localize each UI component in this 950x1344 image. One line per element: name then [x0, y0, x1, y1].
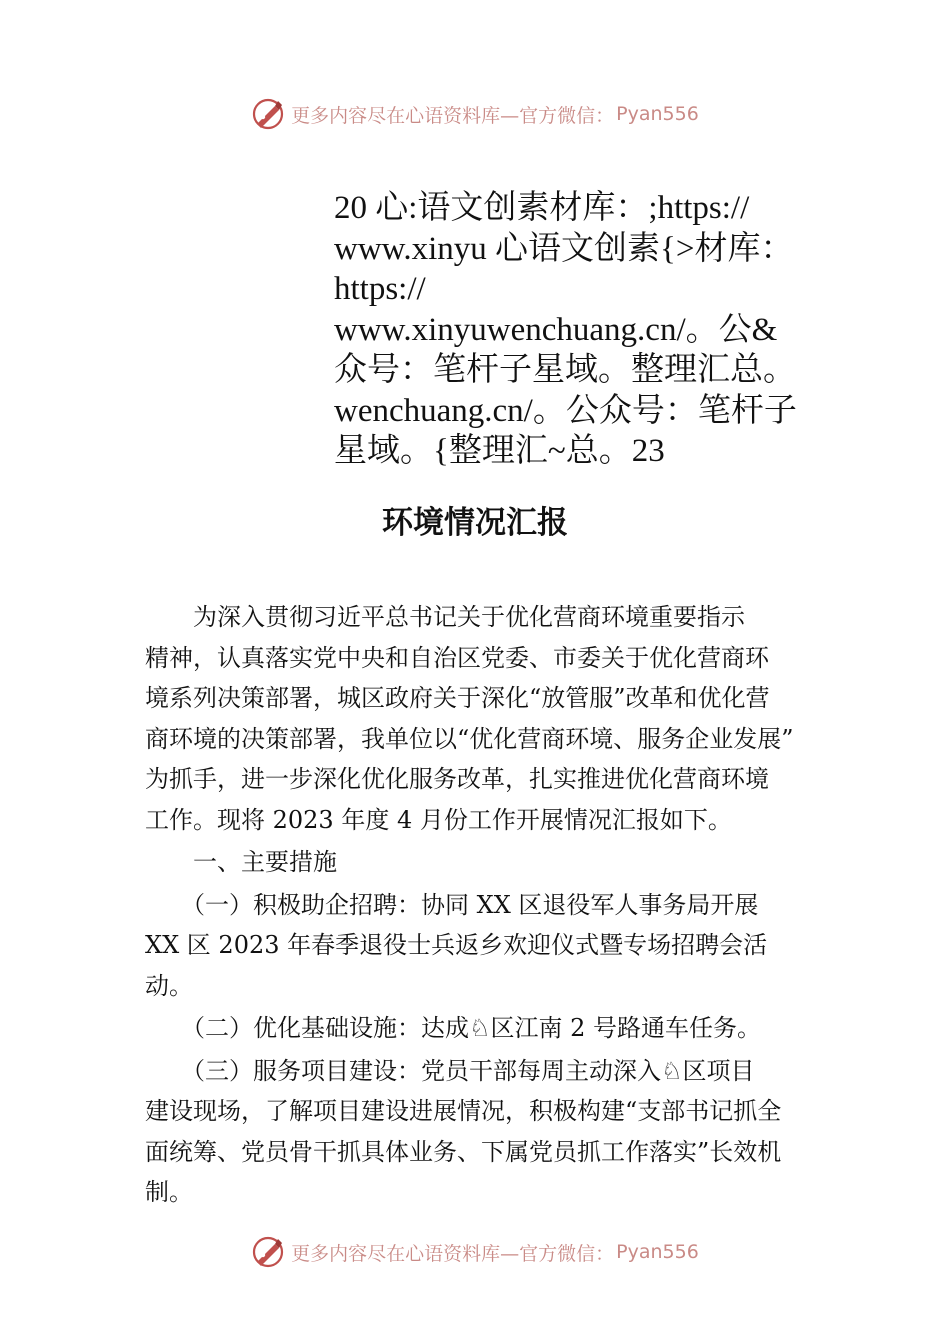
- body-line: 境系列决策部署，城区政府关于深化“放管服”改革和优化营: [145, 684, 770, 712]
- body-line: 建设现场，了解项目建设进展情况，积极构建“支部书记抓全: [145, 1097, 782, 1125]
- watermark-text: 更多内容尽在心语资料库—官方微信：: [291, 104, 615, 127]
- paragraph-measure-3: [145, 1051, 810, 1213]
- header-line: https://: [334, 271, 426, 307]
- header-text-block: [334, 188, 834, 472]
- paragraph-measure-2: [145, 1008, 810, 1049]
- body-line: 面统筹、党员骨干抓具体业务、下属党员抓工作落实”长效机: [145, 1137, 782, 1166]
- body-line: （三）服务项目建设：党员干部每周主动深入♘区项目: [145, 1056, 755, 1085]
- header-line: wenchuang.cn/。公众号：笔杆子: [334, 392, 797, 429]
- header-line: www.xinyuwenchuang.cn/。公&: [334, 311, 778, 348]
- body-line: 制。: [145, 1178, 193, 1206]
- pen-logo-icon: [251, 1235, 285, 1269]
- watermark-wechat-id: Pyan556: [616, 103, 699, 125]
- body-line: （二）优化基础设施：达成♘区江南 2 号路通车任务。: [145, 1014, 762, 1042]
- header-line: www.xinyu 心语文创素{>材库：: [334, 230, 794, 267]
- body-line: 一、主要措施: [145, 848, 337, 876]
- paragraph-measure-1: [145, 885, 810, 1007]
- body-line: XX 区 2023 年春季退役士兵返乡欢迎仪式暨专场招聘会活: [145, 931, 768, 959]
- body-line: 为深入贯彻习近平总书记关于优化营商环境重要指示: [145, 603, 745, 631]
- pen-logo-icon: [251, 97, 285, 131]
- body-line: 商环境的决策部署，我单位以“优化营商环境、服务企业发展”: [145, 724, 794, 753]
- watermark-text: 更多内容尽在心语资料库—官方微信：: [291, 1242, 615, 1265]
- document-body: [145, 597, 810, 1213]
- body-line: （一）积极助企招聘：协同 XX 区退役军人事务局开展: [145, 890, 759, 919]
- section-heading-main-measures: [145, 842, 810, 883]
- paragraph-intro: [145, 597, 810, 840]
- body-line: 为抓手，进一步深化优化服务改革，扎实推进优化营商环境: [145, 765, 769, 793]
- watermark-top: [0, 94, 950, 134]
- header-line: 众号：笔杆子星域。整理汇总。: [334, 352, 796, 388]
- header-line: 星域。{整理汇~总。23: [334, 433, 665, 469]
- header-line: 20 心:语文创素材库：;https://: [334, 190, 750, 226]
- body-line: 精神，认真落实党中央和自治区党委、市委关于优化营商环: [145, 643, 769, 672]
- body-line: 工作。现将 2023 年度 4 月份工作开展情况汇报如下。: [145, 805, 732, 834]
- watermark-bottom: [0, 1232, 950, 1272]
- body-line: 动。: [145, 971, 193, 1000]
- document-title: 环境情况汇报: [382, 505, 568, 541]
- watermark-wechat-id: Pyan556: [616, 1241, 699, 1263]
